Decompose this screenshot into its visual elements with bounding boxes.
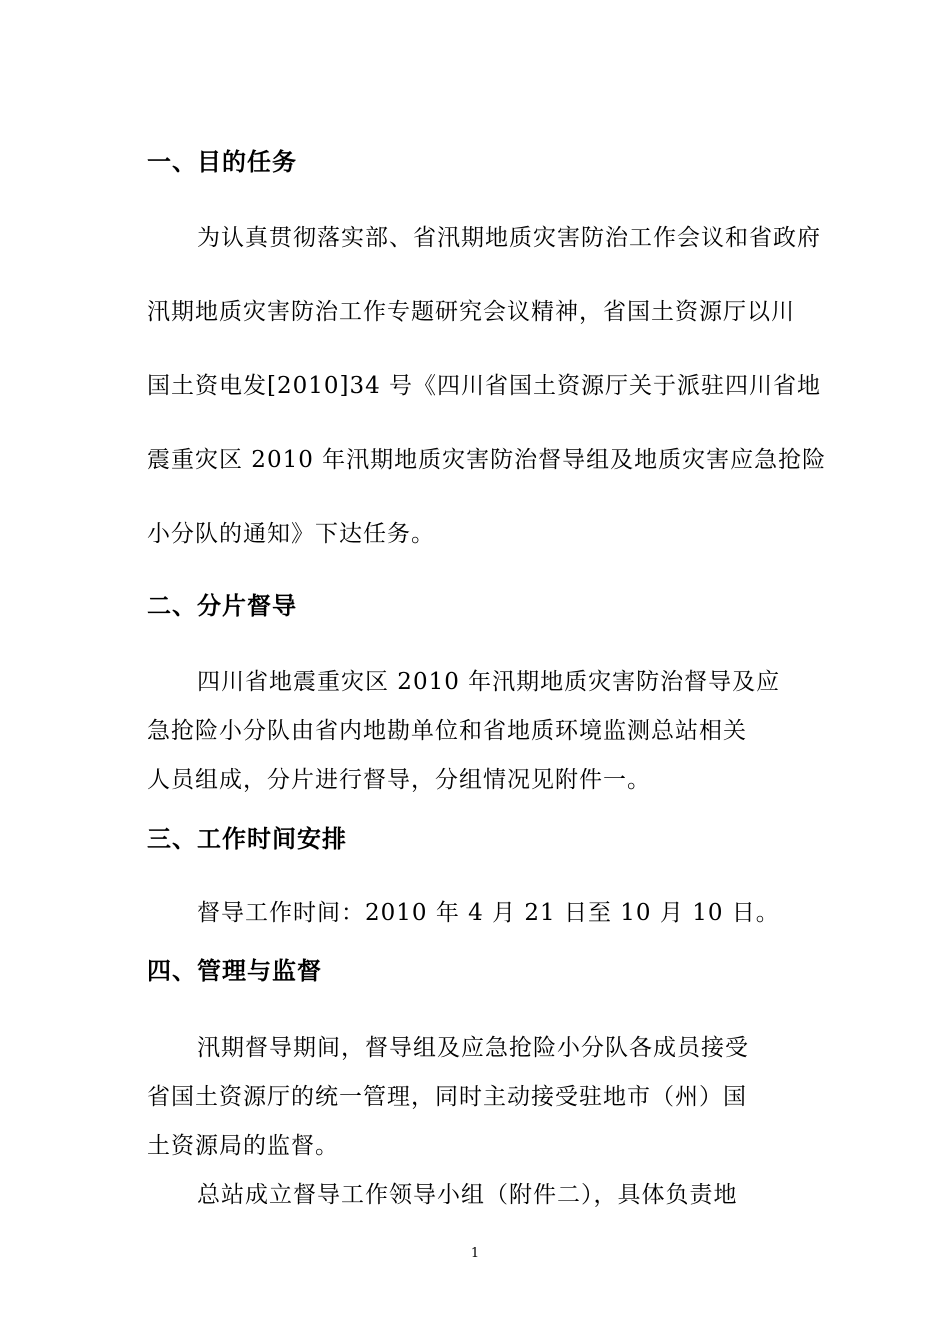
paragraph-line: 急抢险小分队由省内地勘单位和省地质环境监测总站相关 bbox=[147, 718, 747, 744]
paragraph-line: 为认真贯彻落实部、省汛期地质灾害防治工作会议和省政府 bbox=[197, 225, 821, 251]
paragraph-line: 省国土资源厅的统一管理，同时主动接受驻地市（州）国 bbox=[147, 1084, 747, 1110]
section-heading-supervision: 二、分片督导 bbox=[147, 592, 297, 620]
paragraph-line: 国土资电发[2010]34 号《四川省国土资源厅关于派驻四川省地 bbox=[147, 373, 822, 399]
section-paragraph-purpose bbox=[147, 201, 827, 571]
page-number: 1 bbox=[470, 1246, 480, 1261]
paragraph-line: 人员组成，分片进行督导，分组情况见附件一。 bbox=[147, 767, 651, 793]
paragraph-line: 土资源局的监督。 bbox=[147, 1133, 339, 1159]
section-paragraph-leadership: 总站成立督导工作领导小组（附件二），具体负责地 bbox=[197, 1182, 738, 1208]
paragraph-line: 小分队的通知》下达任务。 bbox=[147, 521, 435, 547]
paragraph-line: 汛期督导期间，督导组及应急抢险小分队各成员接受 bbox=[197, 1035, 749, 1061]
paragraph-line: 汛期地质灾害防治工作专题研究会议精神，省国土资源厅以川 bbox=[147, 299, 795, 325]
paragraph-line: 震重灾区 2010 年汛期地质灾害防治督导组及地质灾害应急抢险 bbox=[147, 447, 827, 473]
section-heading-management: 四、管理与监督 bbox=[147, 957, 322, 985]
paragraph-line: 四川省地震重灾区 2010 年汛期地质灾害防治督导及应 bbox=[197, 669, 781, 695]
schedule-line: 督导工作时间：2010 年 4 月 21 日至 10 月 10 日。 bbox=[197, 900, 780, 926]
section-paragraph-management bbox=[147, 1024, 807, 1171]
section-heading-schedule: 三、工作时间安排 bbox=[147, 825, 347, 853]
section-heading-purpose: 一、目的任务 bbox=[147, 148, 297, 176]
section-paragraph-supervision bbox=[147, 658, 807, 805]
